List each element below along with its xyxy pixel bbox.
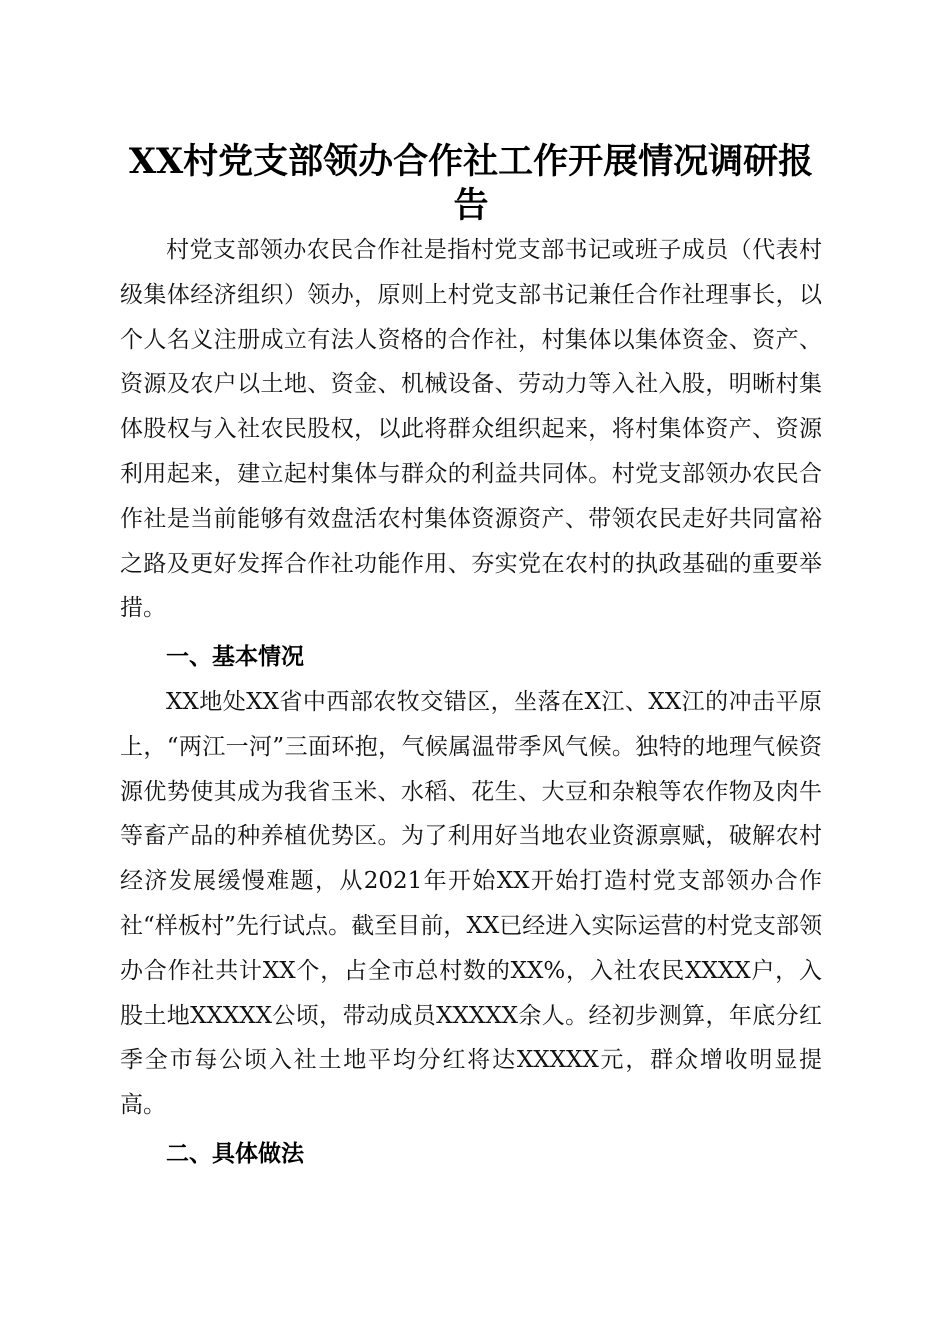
document-page <box>120 140 822 1177</box>
basic-situation-paragraph: XX地处XX省中西部农牧交错区，坐落在X江、XX江的冲击平原上，“两江一河”三面环抱，气候属温带季风气候。独特的地理气候资源优势使其成为我省玉米、水稻、花生、大豆和杂粮等农作物及肉牛等畜产品的种养植优势区。为了利用好当地农业资源禀赋，破解农村经济发展缓慢难题，从2021年开始XX开始打造村党支部领办合作社“样板村”先行试点。截至目前，XX已经进入实际运营的村党支部领办合作社共计XX个，占全市总村数的XX%，入社农民XXXX户，入股土地XXXXX公顷，带动成员XXXXX余人。经初步测算，年底分红季全市每公顷入社土地平均分红将达XXXXX元，群众增收明显提高。 <box>120 688 822 1119</box>
document-title: XX村党支部领办合作社工作开展情况调研报告 <box>128 141 814 226</box>
section-heading-basic-situation: 一、基本情况 <box>166 644 304 671</box>
intro-paragraph: 村党支部领办农民合作社是指村党支部书记或班子成员（代表村级集体经济组织）领办，原则上村党支部书记兼任合作社理事长，以个人名义注册成立有法人资格的合作社，村集体以集体资金、资产、资源及农户以土地、资金、机械设备、劳动力等入社入股，明晰村集体股权与入社农民股权，以此将群众组织起来，将村集体资产、资源利用起来，建立起村集体与群众的利益共同体。村党支部领办农民合作社是当前能够有效盘活农村集体资源资产、带领农民走好共同富裕之路及更好发挥合作社功能作用、夯实党在农村的执政基础的重要举措。 <box>120 237 822 622</box>
section-heading-specific-practices: 二、具体做法 <box>166 1140 304 1167</box>
